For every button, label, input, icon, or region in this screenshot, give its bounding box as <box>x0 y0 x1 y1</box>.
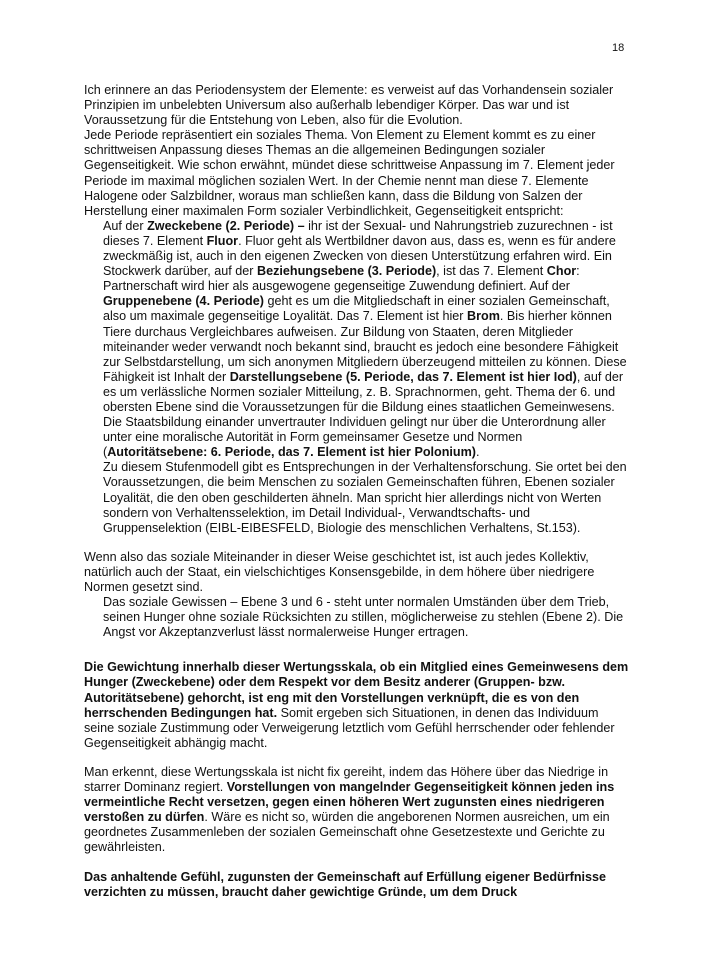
paragraph-indented: Auf der Zweckebene (2. Periode) – ihr ist der Sexual- und Nahrungstrieb zuzurechnen - ist dieses 7. Element Fluor. Fluor geht als Wertbildner davon aus, dass es, wenn es für andere zweckmäßig ist, auch in den eigenen Zwecken von diesen Unterstützung erfahren wird. Ein Stockwerk darüber, auf der Beziehungsebene (3. Periode), ist das 7. Element Chor: Partnerschaft wird hier als ausgewogene gegenseitige Zuwendung definiert. Auf der Gruppenebene (4. Periode) geht es um die Mitgliedschaft in einer sozialen Gemeinschaft, also um maximale gegenseitige Loyalität. Das 7. Element ist hier Brom. Bis hierher können Tiere durchaus Vergleichbares aufweisen. Zur Bildung von Staaten, deren Mitglieder miteinander weder verwandt noch bekannt sind, braucht es jedoch eine besondere Fähigkeit zur Selbstdarstellung, um sich anonymen Mitgliedern überzeugend mitteilen zu können. Diese Fähigkeit ist Inhalt der Darstellungsebene (5. Periode, das 7. Element ist hier Iod), auf der es um verlässliche Normen sozialer Mitteilung, z. B. Sprachnormen, geht. Thema der 6. und obersten Ebene sind die Voraussetzungen für die Bildung eines staatlichen Gemeinwesens. Die Staatsbildung einander unvertrauter Individuen gelingt nur über die Unterordnung aller unter eine moralische Autorität in Form gemeinsamer Gesetze und Normen (Autoritätsebene: 6. Periode, das 7. Element ist hier Polonium). <box>103 218 627 460</box>
paragraph-spacer <box>84 536 630 550</box>
body-text <box>84 83 630 900</box>
paragraph-spacer <box>84 751 630 765</box>
paragraph: Ich erinnere an das Periodensystem der Elemente: es verweist auf das Vorhandensein sozialer Prinzipien im unbelebten Universum also außerhalb lebendiger Körper. Das war und ist Voraussetzung für die Entstehung von Leben, also für die Evolution. <box>84 83 614 128</box>
page-number: 18 <box>612 42 625 54</box>
paragraph: Jede Periode repräsentiert ein soziales Thema. Von Element zu Element kommt es zu einer schrittweisen Anpassung dieses Themas an die allgemeinen Bedingungen sozialer Gegenseitigkeit. Wie schon erwähnt, mündet diese schrittweise Anpassung im 7. Element jeder Periode im maximal möglichen sozialen Wert. In der Chemie nennt man diese 7. Elemente Halogene oder Salzbildner, woraus man schließen kann, dass die Bildung von Salzen der Herstellung einer maximalen Form sozialer Verbindlichkeit, Gegenseitigkeit entspricht: <box>84 128 615 218</box>
paragraph-spacer <box>84 856 630 870</box>
paragraph-indented: Zu diesem Stufenmodell gibt es Entsprechungen in der Verhaltensforschung. Sie ortet bei den Voraussetzungen, die beim Menschen zu sozialen Gemeinschaften führen, Ebenen sozialer Loyalität, die den oben geschilderten ähneln. Man spricht hier allerdings nicht von Werten sondern von Verhaltensselektion, im Detail Individual-, Verwandtschafts- und Gruppenselektion (EIBL-EIBESFELD, Biologie des menschlichen Verhaltens, St.153). <box>103 460 627 535</box>
paragraph: Das anhaltende Gefühl, zugunsten der Gemeinschaft auf Erfüllung eigener Bedürfnisse verzichten zu müssen, braucht daher gewichtige Gründe, um dem Druck <box>84 869 607 899</box>
paragraph-spacer <box>84 640 630 660</box>
paragraph-indented: Das soziale Gewissen – Ebene 3 und 6 - steht unter normalen Umständen über dem Trieb, seinen Hunger ohne soziale Rücksichten zu stillen, möglicherweise zu stehlen (Ebene 2). Die Angst vor Akzeptanzverlust lässt normalerweise Hunger ertragen. <box>103 595 624 640</box>
paragraph: Die Gewichtung innerhalb dieser Wertungsskala, ob ein Mitglied eines Gemeinwesens dem Hunger (Zweckebene) oder dem Respekt vor dem Besitz anderer (Gruppen- bzw. Autoritätsebene) gehorcht, ist eng mit den Vorstellungen verknüpft, die es von den herrschenden Bedingungen hat. Somit ergeben sich Situationen, in denen das Individuum seine soziale Zustimmung oder Verweigerung letztlich vom Gefühl herrschender oder fehlender Gegenseitigkeit abhängig macht. <box>84 660 629 750</box>
paragraph: Man erkennt, diese Wertungsskala ist nicht fix gereiht, indem das Höhere über das Niedrige in starrer Dominanz regiert. Vorstellungen von mangelnder Gegenseitigkeit können jeden ins vermeintliche Recht versetzen, gegen einen höheren Wert zugunsten eines niedrigeren verstoßen zu dürfen. Wäre es nicht so, würden die angeborenen Normen ausreichen, um ein geordnetes Zusammenleben der sozialen Gemeinschaft ohne Gesetzestexte und Gerichte zu gewährleisten. <box>84 764 615 855</box>
paragraph: Wenn also das soziale Miteinander in dieser Weise geschichtet ist, ist auch jedes Kollektiv, natürlich auch der Staat, ein vielschichtiges Konsensgebilde, in dem höhere über niedrigere Normen gesetzt sind. <box>84 549 595 594</box>
